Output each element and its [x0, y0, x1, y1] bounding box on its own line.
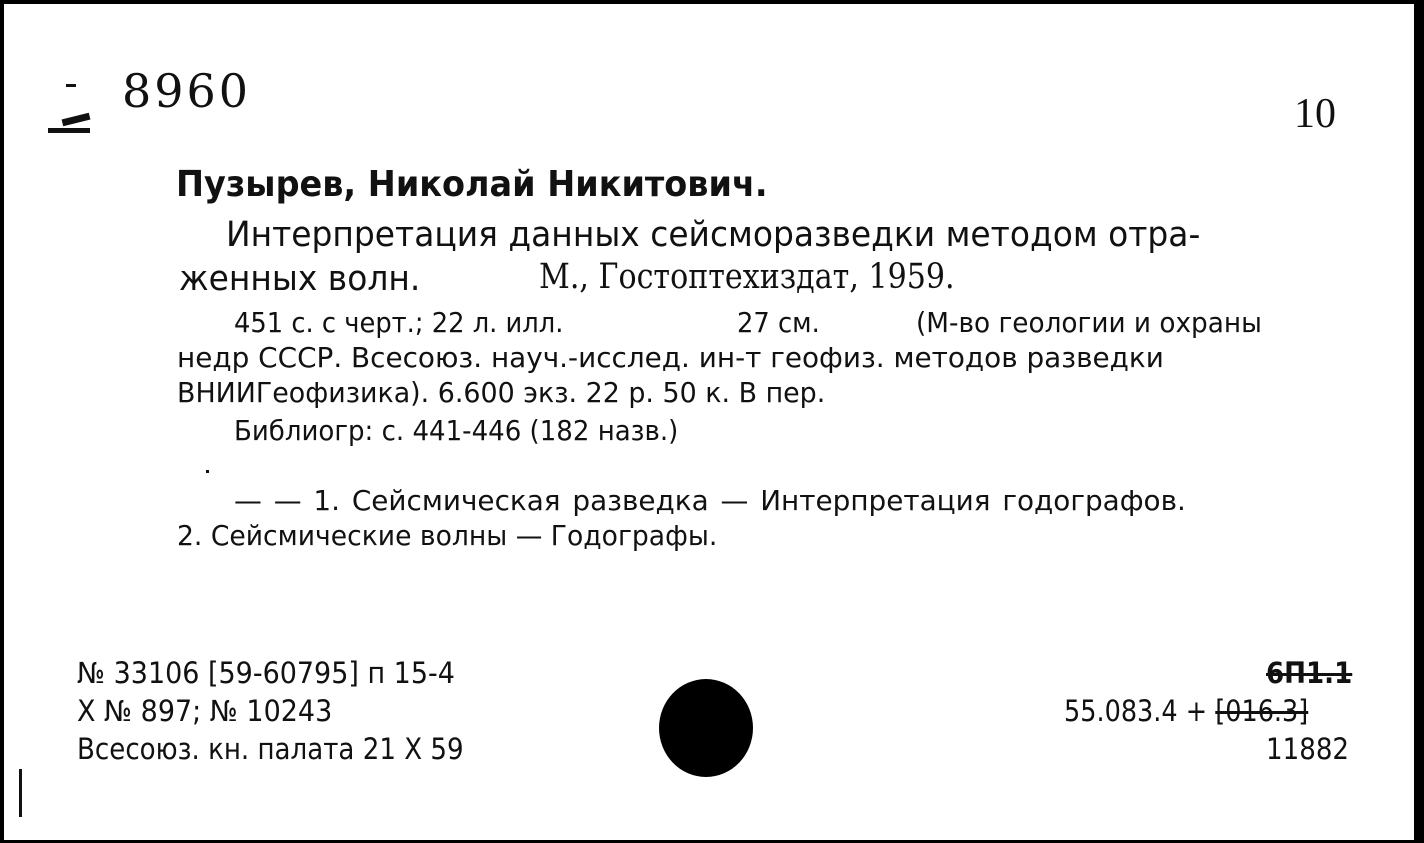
pencil-mark	[62, 113, 91, 127]
handwritten-number: 8960	[122, 64, 252, 118]
publisher-text: М., Гостоптехиздат, 1959.	[539, 257, 955, 297]
footer-right-line-3	[1266, 732, 1358, 766]
description-line-1b	[737, 306, 827, 339]
title-line-2	[179, 259, 436, 299]
classification-prefix: 55.083.4 +	[1064, 694, 1216, 728]
footer-right-line-2	[1064, 694, 1342, 728]
description-text-2: недр СССР. Всесоюз. науч.-исслед. ин-т геофиз. методов разведки	[177, 341, 1164, 374]
footer-left-text-2: Х № 897; № 10243	[77, 694, 333, 728]
footer-left-line-1	[77, 656, 483, 690]
description-line-2	[177, 341, 1169, 374]
subjects-text-1: — — 1. Сейсмическая разведка — Интерпретация годографов.	[234, 484, 1186, 517]
corner-number: 10	[1294, 91, 1336, 137]
classification-line	[1064, 694, 1308, 728]
footer-left-text-1: № 33106 [59-60795] п 15-4	[77, 656, 455, 690]
speck	[19, 769, 22, 817]
description-line-3	[177, 376, 852, 409]
title-line-1	[226, 215, 1263, 255]
bibliography-line	[234, 414, 712, 447]
description-line-1c	[916, 306, 1284, 339]
footer-left-text-3: Всесоюз. кн. палата 21 Х 59	[77, 732, 464, 766]
classification-struck: 6П1.1	[1266, 656, 1353, 690]
speck	[206, 470, 209, 473]
punch-hole	[659, 679, 753, 777]
description-text-1a: 451 с. с черт.; 22 л. илл.	[234, 306, 564, 339]
author-text: Пузырев, Николай Никитович.	[176, 164, 768, 205]
author-heading	[176, 164, 812, 205]
bibliography-text: Библиогр: с. 441-446 (182 назв.)	[234, 414, 679, 447]
footer-left-line-2	[77, 694, 351, 728]
subjects-line-2	[177, 519, 746, 552]
title-text-2: женных волн.	[179, 259, 421, 299]
subjects-text-2: 2. Сейсмические волны — Годографы.	[177, 519, 718, 552]
description-text-1b: 27 см.	[737, 306, 820, 339]
description-text-1c: (М-во геологии и охраны	[916, 306, 1262, 339]
subjects-line-1	[234, 484, 1191, 517]
classification-bracket-struck: [016.3]	[1215, 694, 1309, 728]
description-line-1a	[234, 306, 592, 339]
title-text-1: Интерпретация данных сейсморазведки методом отра-	[226, 215, 1201, 255]
footer-left-line-3	[77, 732, 507, 766]
card-code: 11882	[1266, 732, 1350, 766]
pencil-mark	[66, 84, 76, 87]
footer-right-line-1	[1266, 656, 1362, 690]
publisher-line	[539, 257, 1022, 297]
description-text-3: ВНИИГеофизика). 6.600 экз. 22 р. 50 к. В пер.	[177, 376, 826, 409]
pencil-mark	[48, 128, 90, 133]
